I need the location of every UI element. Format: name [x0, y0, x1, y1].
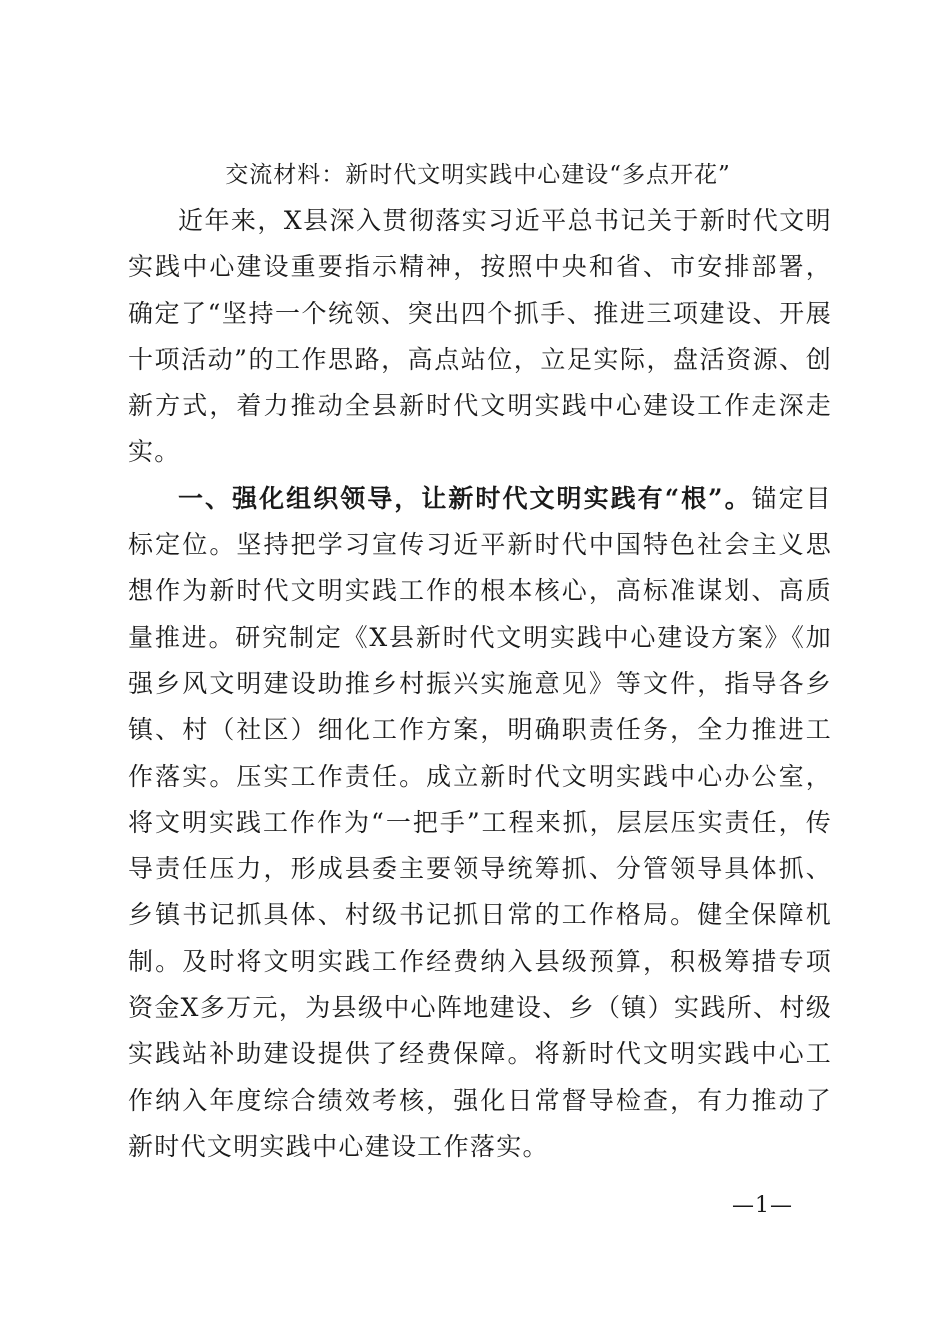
document-title: 交流材料：新时代文明实践中心建设“多点开花”: [225, 162, 731, 188]
intro-paragraph: 近年来，X县深入贯彻落实习近平总书记关于新时代文明实践中心建设重要指示精神，按照中央和省、市安排部署，确定了“坚持一个统领、突出四个抓手、推进三项建设、开展十项活动”的工作思路，高点站位，立足实际，盘活资源、创新方式，着力推动全县新时代文明实践中心建设工作走深走实。: [128, 206, 832, 467]
section-1-paragraph: [128, 476, 832, 1170]
document-body: [128, 198, 832, 1170]
section-1-heading: 一、强化组织领导，让新时代文明实践有“根”。: [178, 483, 752, 513]
section-1-body: 锚定目标定位。坚持把学习宣传习近平新时代中国特色社会主义思想作为新时代文明实践工作的根本核心，高标准谋划、高质量推进。研究制定《X县新时代文明实践中心建设方案》《加强乡风文明建设助推乡村振兴实施意见》等文件，指导各乡镇、村（社区）细化工作方案，明确职责任务，全力推进工作落实。压实工作责任。成立新时代文明实践中心办公室，将文明实践工作作为“一把手”工程来抓，层层压实责任，传导责任压力，形成县委主要领导统筹抓、分管领导具体抓、乡镇书记抓具体、村级书记抓日常的工作格局。健全保障机制。及时将文明实践工作经费纳入县级预算，积极筹措专项资金X多万元，为县级中心阵地建设、乡（镇）实践所、村级实践站补助建设提供了经费保障。将新时代文明实践中心工作纳入年度综合绩效考核，强化日常督导检查，有力推动了新时代文明实践中心建设工作落实。: [128, 483, 832, 1161]
page-number: —1—: [732, 1193, 793, 1218]
